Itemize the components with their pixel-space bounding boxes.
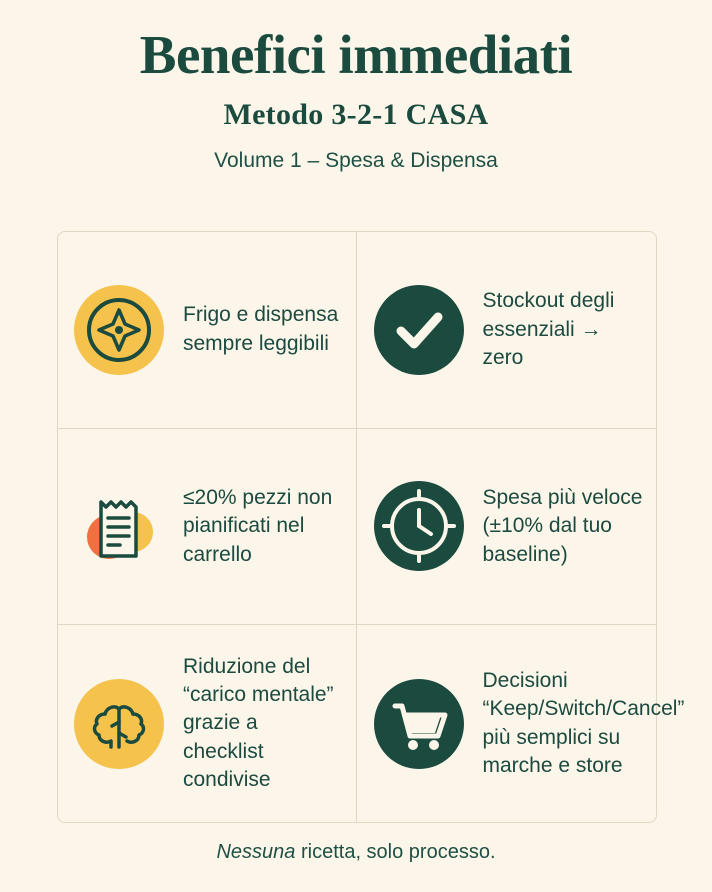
- compass-icon: [71, 282, 167, 378]
- benefit-cell: [58, 625, 357, 822]
- footer-note: [0, 841, 712, 864]
- infographic-page: [0, 26, 712, 892]
- footer-rest: ricetta, solo processo.: [295, 841, 496, 863]
- page-subtitle: Metodo 3-2-1 CASA: [223, 97, 489, 131]
- benefit-cell: [58, 429, 357, 626]
- benefit-text: Frigo e dispensa sempre leggibili: [183, 303, 339, 355]
- benefit-cell: [357, 232, 656, 429]
- benefits-grid: [57, 231, 685, 823]
- brain-icon: [71, 676, 167, 772]
- benefit-text: Riduzione del “carico mentale” grazie a checklist condivise: [183, 654, 334, 792]
- benefit-cell: [58, 232, 357, 429]
- benefit-cell: [357, 429, 656, 626]
- benefit-text: Stockout degli essenziali → zero: [482, 289, 615, 369]
- benefit-text: Spesa più veloce (±10% dal tuo baseline): [482, 485, 643, 566]
- page-volume-label: Volume 1 – Spesa & Dispensa: [214, 148, 498, 172]
- benefit-text: Decisioni “Keep/Switch/Cancel” più semplici su marche e store: [482, 668, 685, 777]
- checkmark-icon: [371, 282, 467, 378]
- benefit-text: ≤20% pezzi non pianificati nel carrello: [183, 485, 333, 566]
- footer-emphasis: Nessuna: [216, 841, 296, 863]
- clock-icon: [371, 478, 467, 574]
- receipt-icon: [71, 478, 167, 574]
- shopping-cart-icon: [371, 676, 467, 772]
- page-title: Benefici immediati: [139, 24, 573, 85]
- benefit-cell: [357, 625, 685, 822]
